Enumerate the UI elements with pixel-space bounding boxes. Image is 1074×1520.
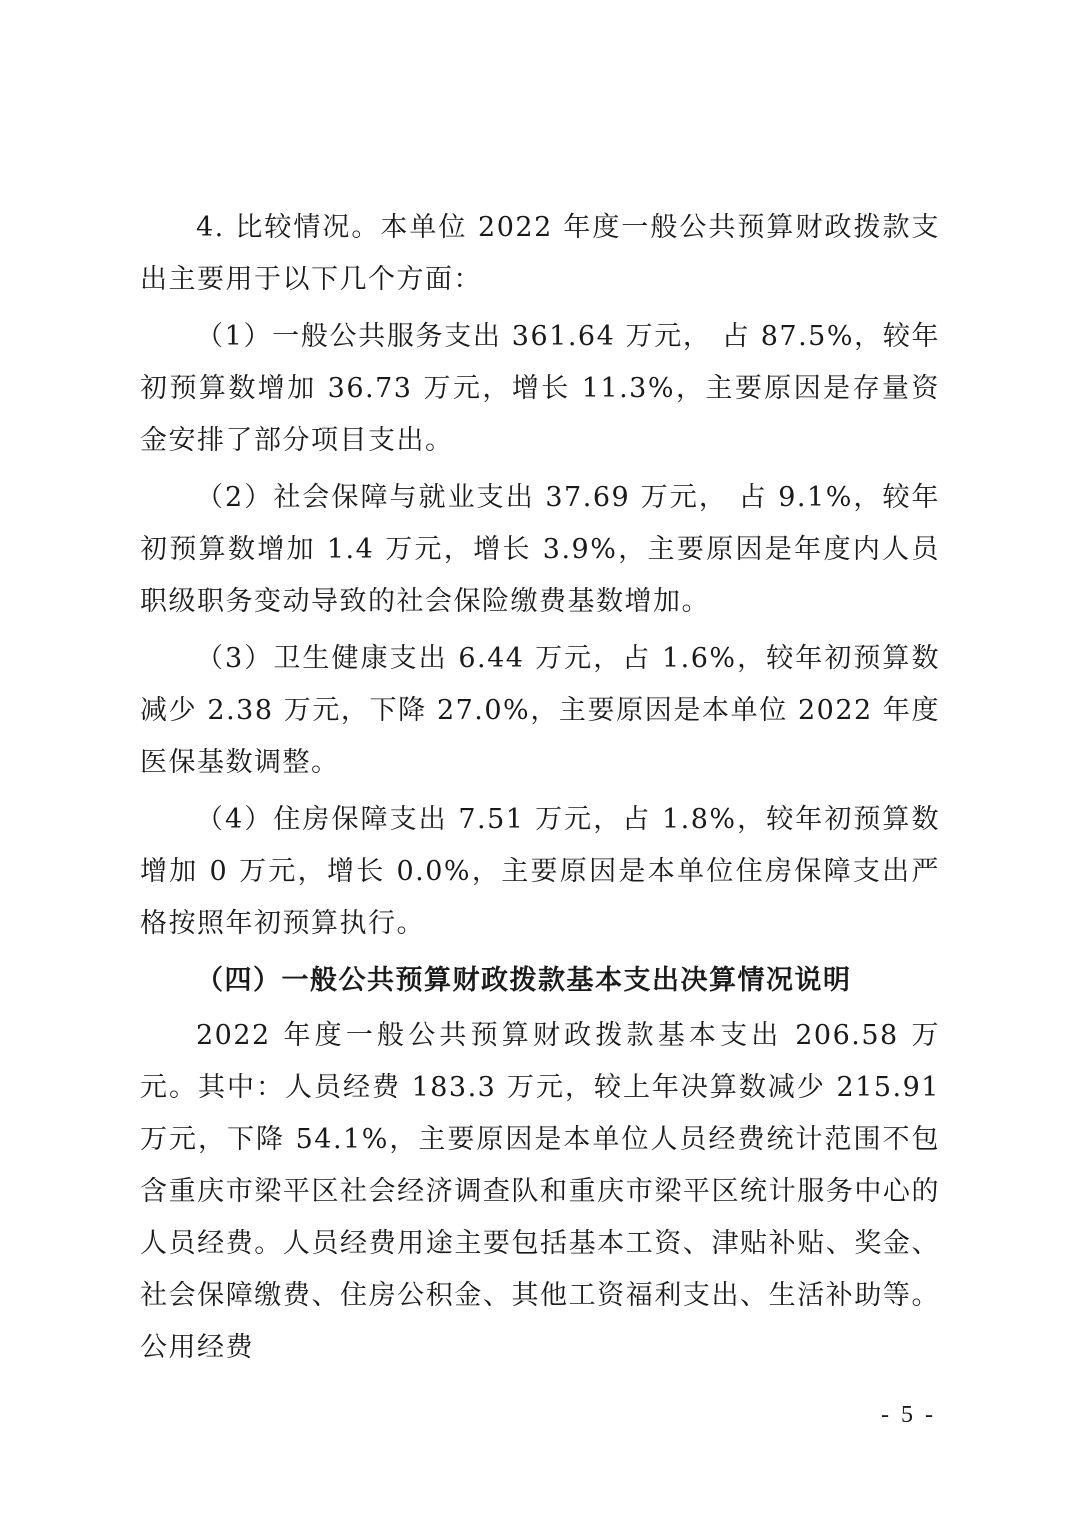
paragraph-housing-security: （4）住房保障支出 7.51 万元，占 1.8%，较年初预算数增加 0 万元，增长 0.0%，主要原因是本单位住房保障支出严格按照年初预算执行。 [140,804,940,939]
page-number: - 5 - [881,1402,936,1428]
paragraph-basic-expenditure: 2022 年度一般公共预算财政拨款基本支出 206.58 万元。其中：人员经费 183.3 万元，较上年决算数减少 215.91 万元，下降 54.1%，主要原因是本单位人员经费统计范围不包含重庆市梁平区社会经济调查队和重庆市梁平区统计服务中心的人员经费。人员经费用途主要包括基本工资、津贴补贴、奖金、社会保障缴费、住房公积金、其他工资福利支出、生活补助等。公用经费 [140,1020,940,1363]
paragraph-comparison-intro: 4. 比较情况。本单位 2022 年度一般公共预算财政拨款支出主要用于以下几个方面： [140,212,940,295]
paragraph-general-public-services: （1）一般公共服务支出 361.64 万元， 占 87.5%，较年初预算数增加 36.73 万元，增长 11.3%，主要原因是存量资金安排了部分项目支出。 [140,321,940,456]
paragraph-social-security-employment: （2）社会保障与就业支出 37.69 万元， 占 9.1%，较年初预算数增加 1.4 万元，增长 3.9%，主要原因是年度内人员职级职务变动导致的社会保险缴费基数增加。 [140,482,940,617]
paragraph-health: （3）卫生健康支出 6.44 万元，占 1.6%，较年初预算数减少 2.38 万元，下降 27.0%，主要原因是本单位 2022 年度医保基数调整。 [140,643,940,778]
document-body [140,202,940,1379]
section-heading-basic-expenditure: （四）一般公共预算财政拨款基本支出决算情况说明 [196,965,852,996]
